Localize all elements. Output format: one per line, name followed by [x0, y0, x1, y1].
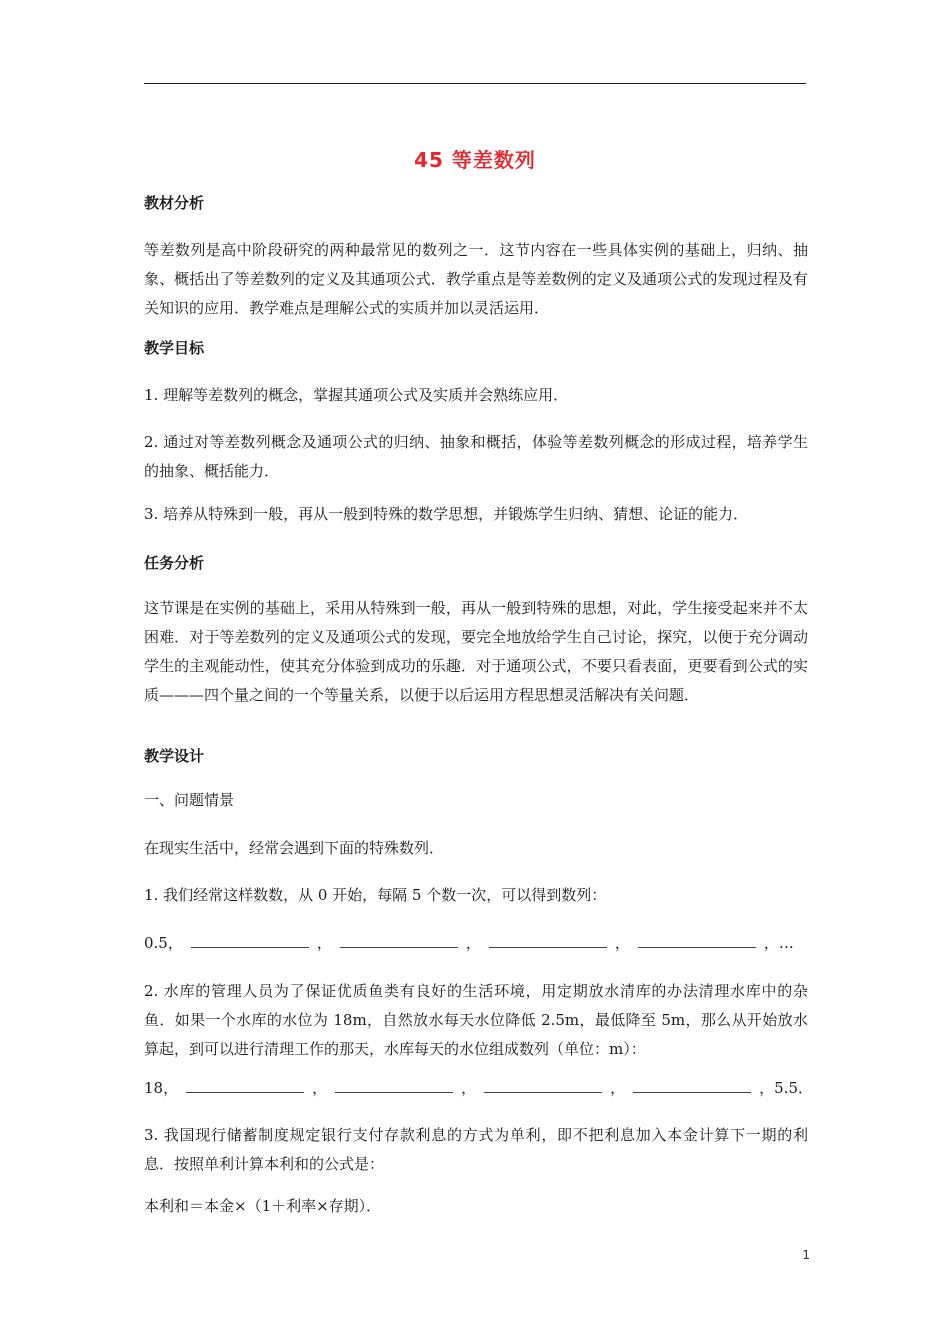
heading-task-analysis: 任务分析 [144, 554, 205, 572]
teaching-goal-3: 3. 培养从特殊到一般，再从一般到特殊的数学思想，并锻炼学生归纳、猜想、论证的能力． [144, 505, 749, 523]
heading-teaching-design: 教学设计 [144, 747, 205, 765]
sequence-1-end: ，… [763, 934, 794, 952]
problem-1: 1. 我们经常这样数数，从 0 开始，每隔 5 个数一次，可以得到数列： [144, 886, 607, 904]
page-title: 45 等差数列 [414, 148, 536, 172]
header-rule [144, 83, 806, 84]
subheading-problem-scenario: 一、问题情景 [144, 791, 235, 809]
sequence-2-end: ，5.5． [759, 1079, 813, 1097]
task-analysis-text: 这节课是在实例的基础上，采用从特殊到一般，再从一般到特殊的思想，对此，学生接受起来并不太困难．对于等差数列的定义及通项公式的发现，要完全地放给学生自己讨论，探究，以便于充分调动学生的主观能动性，使其充分体验到成功的乐趣．对于通项公式，不要只看表面，更要看到公式的实质———四个量之间的一个等量关系，以便于以后运用方程思想灵活解决有关问题． [144, 599, 808, 704]
sequence-separator: ， [312, 1079, 328, 1097]
sequence-1-start: 0.5， [144, 934, 183, 952]
teaching-goal-2: 2. 通过对等差数列概念及通项公式的归纳、抽象和概括，体验等差数列概念的形成过程，培养学生的抽象、概括能力． [144, 433, 808, 480]
answer-blank[interactable] [340, 932, 458, 948]
interest-formula: 本利和＝本金×（1＋利率×存期）． [144, 1197, 382, 1215]
heading-material-analysis: 教材分析 [144, 194, 205, 212]
page-number: 1 [802, 1248, 810, 1262]
sequence-separator: ， [461, 1079, 477, 1097]
answer-blank[interactable] [633, 1077, 751, 1093]
answer-blank[interactable] [489, 932, 607, 948]
sequence-separator: ， [614, 934, 630, 952]
sequence-1-line [144, 931, 808, 955]
answer-blank[interactable] [186, 1077, 304, 1093]
teaching-goal-1: 1. 理解等差数列的概念，掌握其通项公式及实质并会熟练应用． [144, 386, 569, 404]
material-analysis-text: 等差数列是高中阶段研究的两种最常见的数列之一．这节内容在一些具体实例的基础上，归纳、抽象、概括出了等差数列的定义及其通项公式．教学重点是等差数例的定义及通项公式的发现过程及有关知识的应用．教学难点是理解公式的实质并加以灵活运用． [144, 241, 808, 317]
heading-teaching-goals: 教学目标 [144, 339, 205, 357]
sequence-separator: ， [465, 934, 481, 952]
problem-3: 3. 我国现行储蓄制度规定银行支付存款利息的方式为单利，即不把利息加入本金计算下一期的利息．按照单利计算本利和的公式是： [144, 1126, 808, 1173]
sequence-separator: ， [610, 1079, 626, 1097]
answer-blank[interactable] [638, 932, 756, 948]
answer-blank[interactable] [484, 1077, 602, 1093]
answer-blank[interactable] [191, 932, 309, 948]
problem-2: 2. 水库的管理人员为了保证优质鱼类有良好的生活环境，用定期放水清库的办法清理水库中的杂鱼．如果一个水库的水位为 18m，自然放水每天水位降低 2.5m，最低降至 5m，那么从开始放水算起，到可以进行清理工作的那天，水库每天的水位组成数列（单位：m）： [144, 982, 808, 1058]
sequence-2-line [144, 1076, 813, 1100]
intro-text: 在现实生活中，经常会遇到下面的特殊数列． [144, 839, 445, 857]
sequence-2-start: 18， [144, 1079, 179, 1097]
answer-blank[interactable] [335, 1077, 453, 1093]
sequence-separator: ， [316, 934, 332, 952]
